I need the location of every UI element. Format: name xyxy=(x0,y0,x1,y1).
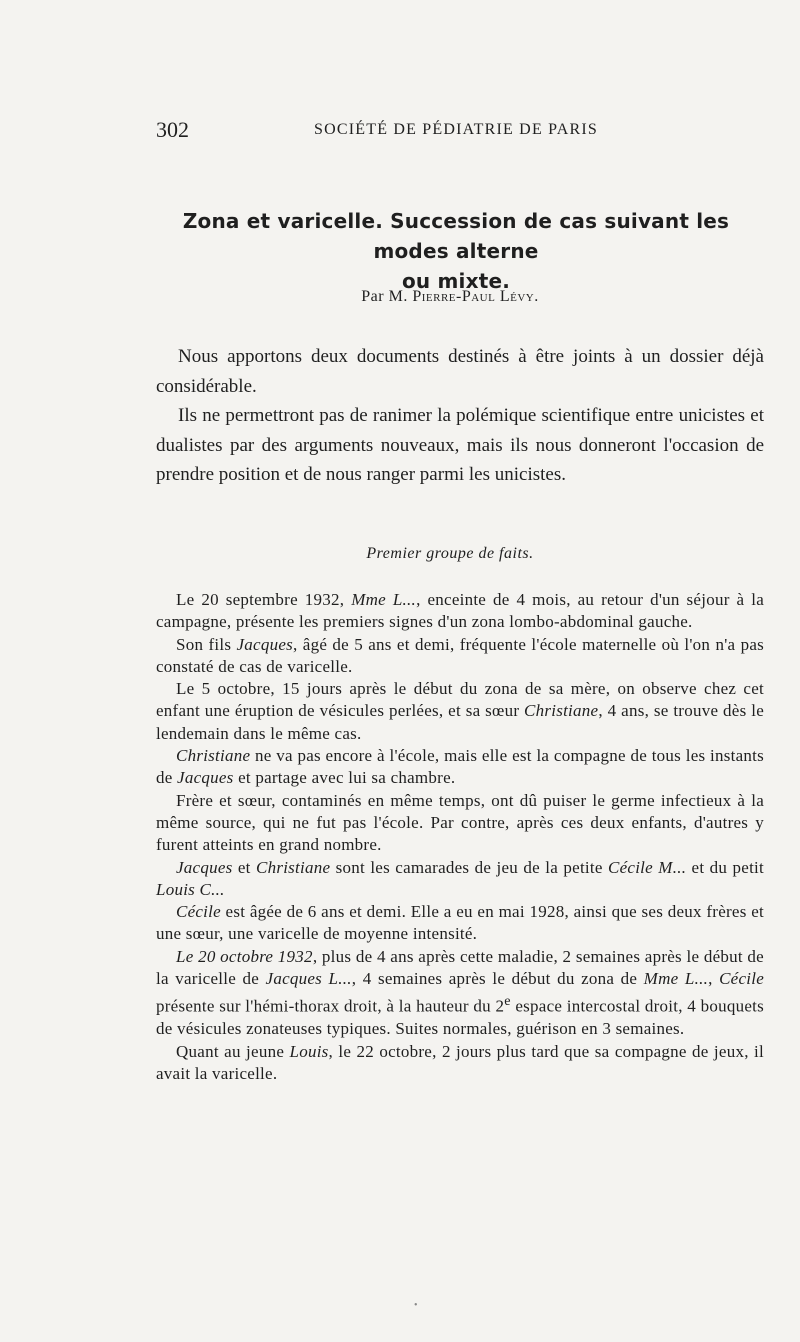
page-number: 302 xyxy=(156,117,189,142)
body-paragraph-9: Quant au jeune Louis, le 22 octobre, 2 jours plus tard que sa compagne de jeux, il avait la varicelle. xyxy=(156,1041,765,1083)
body-paragraph-3: Le 5 octobre, 15 jours après le début du zona de sa mère, on observe chez cet enfant une éruption de vésicules perlées, et sa sœur Christiane, 4 ans, se trouve dès le lendemain dans le même cas. xyxy=(156,679,765,743)
running-head xyxy=(156,117,756,147)
article-title xyxy=(146,206,766,296)
byline xyxy=(150,288,750,306)
body-paragraph-5: Frère et sœur, contaminés en même temps, ont dû puiser le germe infectieux à la même source, qui ne fut pas l'école. Par contre, après ces deux enfants, d'autres y furent atteints en grand nombre. xyxy=(156,790,764,855)
body-paragraph-7: Cécile est âgée de 6 ans et demi. Elle a eu en mai 1928, ainsi que ses deux frères et une sœur, une varicelle de moyenne intensité. xyxy=(156,902,764,944)
byline-prefix: Par M. xyxy=(361,288,413,305)
intro-paragraph-2: Ils ne permettront pas de ranimer la polémique scientifique entre unicistes et dualistes par des arguments nouveaux, mais ils nous donneront l'occasion de prendre position et de nous ranger parmi les unicistes. xyxy=(156,405,764,485)
article-title-line-2: ou mixte. xyxy=(401,269,511,293)
body-paragraph-2: Son fils Jacques, âgé de 5 ans et demi, fréquente l'école maternelle où l'on n'a pas constaté de cas de varicelle. xyxy=(156,634,764,676)
body-text xyxy=(156,589,764,1085)
intro-paragraph-1: Nous apportons deux documents destinés à être joints à un dossier déjà considérable. xyxy=(156,346,764,397)
byline-author: Pierre-Paul Lévy. xyxy=(412,288,539,305)
intro-section xyxy=(156,342,764,490)
body-paragraph-1: Le 20 septembre 1932, Mme L..., enceinte de 4 mois, au retour d'un séjour à la campagne, présente les premiers signes d'un zona lombo-abdominal gauche. xyxy=(156,590,764,632)
footer-mark: • xyxy=(414,1300,418,1311)
article-title-line-1: Zona et varicelle. Succession de cas suivant les modes alterne xyxy=(182,209,730,263)
body-paragraph-6: Jacques et Christiane sont les camarades de jeu de la petite Cécile M... et du petit Louis C... xyxy=(156,857,764,899)
body-paragraph-8: Le 20 octobre 1932, plus de 4 ans après cette maladie, 2 semaines après le début de la varicelle de Jacques L..., 4 semaines après le début du zona de Mme L..., Cécile présente sur l'hémi-thorax droit, à la hauteur du 2e espace intercostal droit, 4 bouquets de vésicules zonateuses typiques. Suites normales, guérison en 3 semaines. xyxy=(156,946,764,1039)
running-title: SOCIÉTÉ DE PÉDIATRIE DE PARIS xyxy=(314,121,598,138)
body-paragraph-4: Christiane ne va pas encore à l'école, mais elle est la compagne de tous les instants de Jacques et partage avec lui sa chambre. xyxy=(156,746,764,788)
section-heading: Premier groupe de faits. xyxy=(366,545,534,562)
